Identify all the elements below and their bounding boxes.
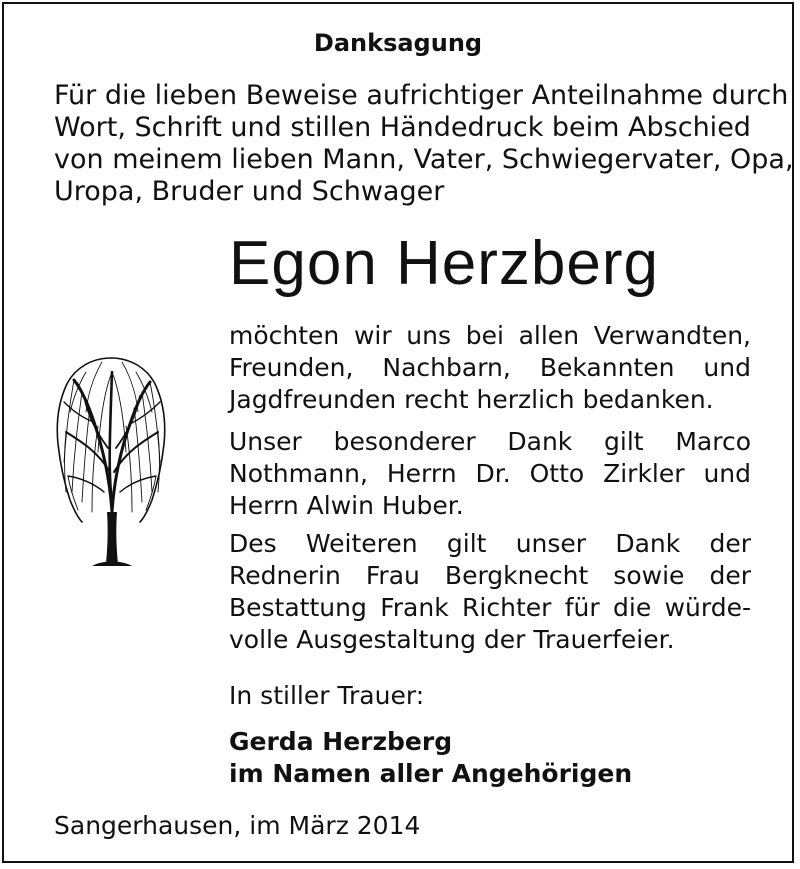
text-line: Freunden, Nachbarn, Bekannten und (229, 353, 751, 382)
text-line: möchten wir uns bei allen Verwandten, (229, 321, 751, 350)
thanks-paragraph-1 (229, 320, 751, 416)
text-line: Herrn Alwin Huber. (229, 491, 464, 520)
text-line: Nothmann, Herrn Dr. Otto Zirkler und (229, 459, 751, 488)
text-line: Jagdfreunden recht herzlich bedanken. (229, 385, 714, 414)
text-line: Unser besonderer Dank gilt Marco (229, 427, 751, 456)
intro-line: Uropa, Bruder und Schwager (54, 176, 445, 207)
thanks-paragraph-3 (229, 528, 751, 656)
willow-tree-icon (52, 352, 170, 574)
signers (229, 726, 632, 790)
place-date: Sangerhausen, im März 2014 (54, 811, 421, 840)
text-line: volle Ausgestaltung der Trauerfeier. (229, 625, 675, 654)
obituary-notice (2, 2, 794, 863)
intro-line: Wort, Schrift und stillen Händedruck beim Abschied (54, 112, 751, 143)
signer-family: im Namen aller Angehörigen (229, 759, 633, 788)
text-line: Des Weiteren gilt unser Dank der (229, 529, 751, 558)
mourning-line: In stiller Trauer: (229, 681, 425, 710)
thanks-paragraph-2 (229, 426, 751, 522)
notice-heading: Danksagung (313, 29, 483, 57)
text-line: Bestattung Frank Richter für die würde- (229, 593, 751, 622)
deceased-name: Egon Herzberg (229, 229, 660, 298)
text-line: Rednerin Frau Bergknecht sowie der (229, 561, 751, 590)
signer-name: Gerda Herzberg (229, 727, 453, 756)
intro-line: von meinem lieben Mann, Vater, Schwiegervater, Opa, (54, 144, 794, 175)
intro-line: Für die lieben Beweise aufrichtiger Anteilnahme durch (54, 80, 789, 111)
intro-text (54, 80, 794, 208)
